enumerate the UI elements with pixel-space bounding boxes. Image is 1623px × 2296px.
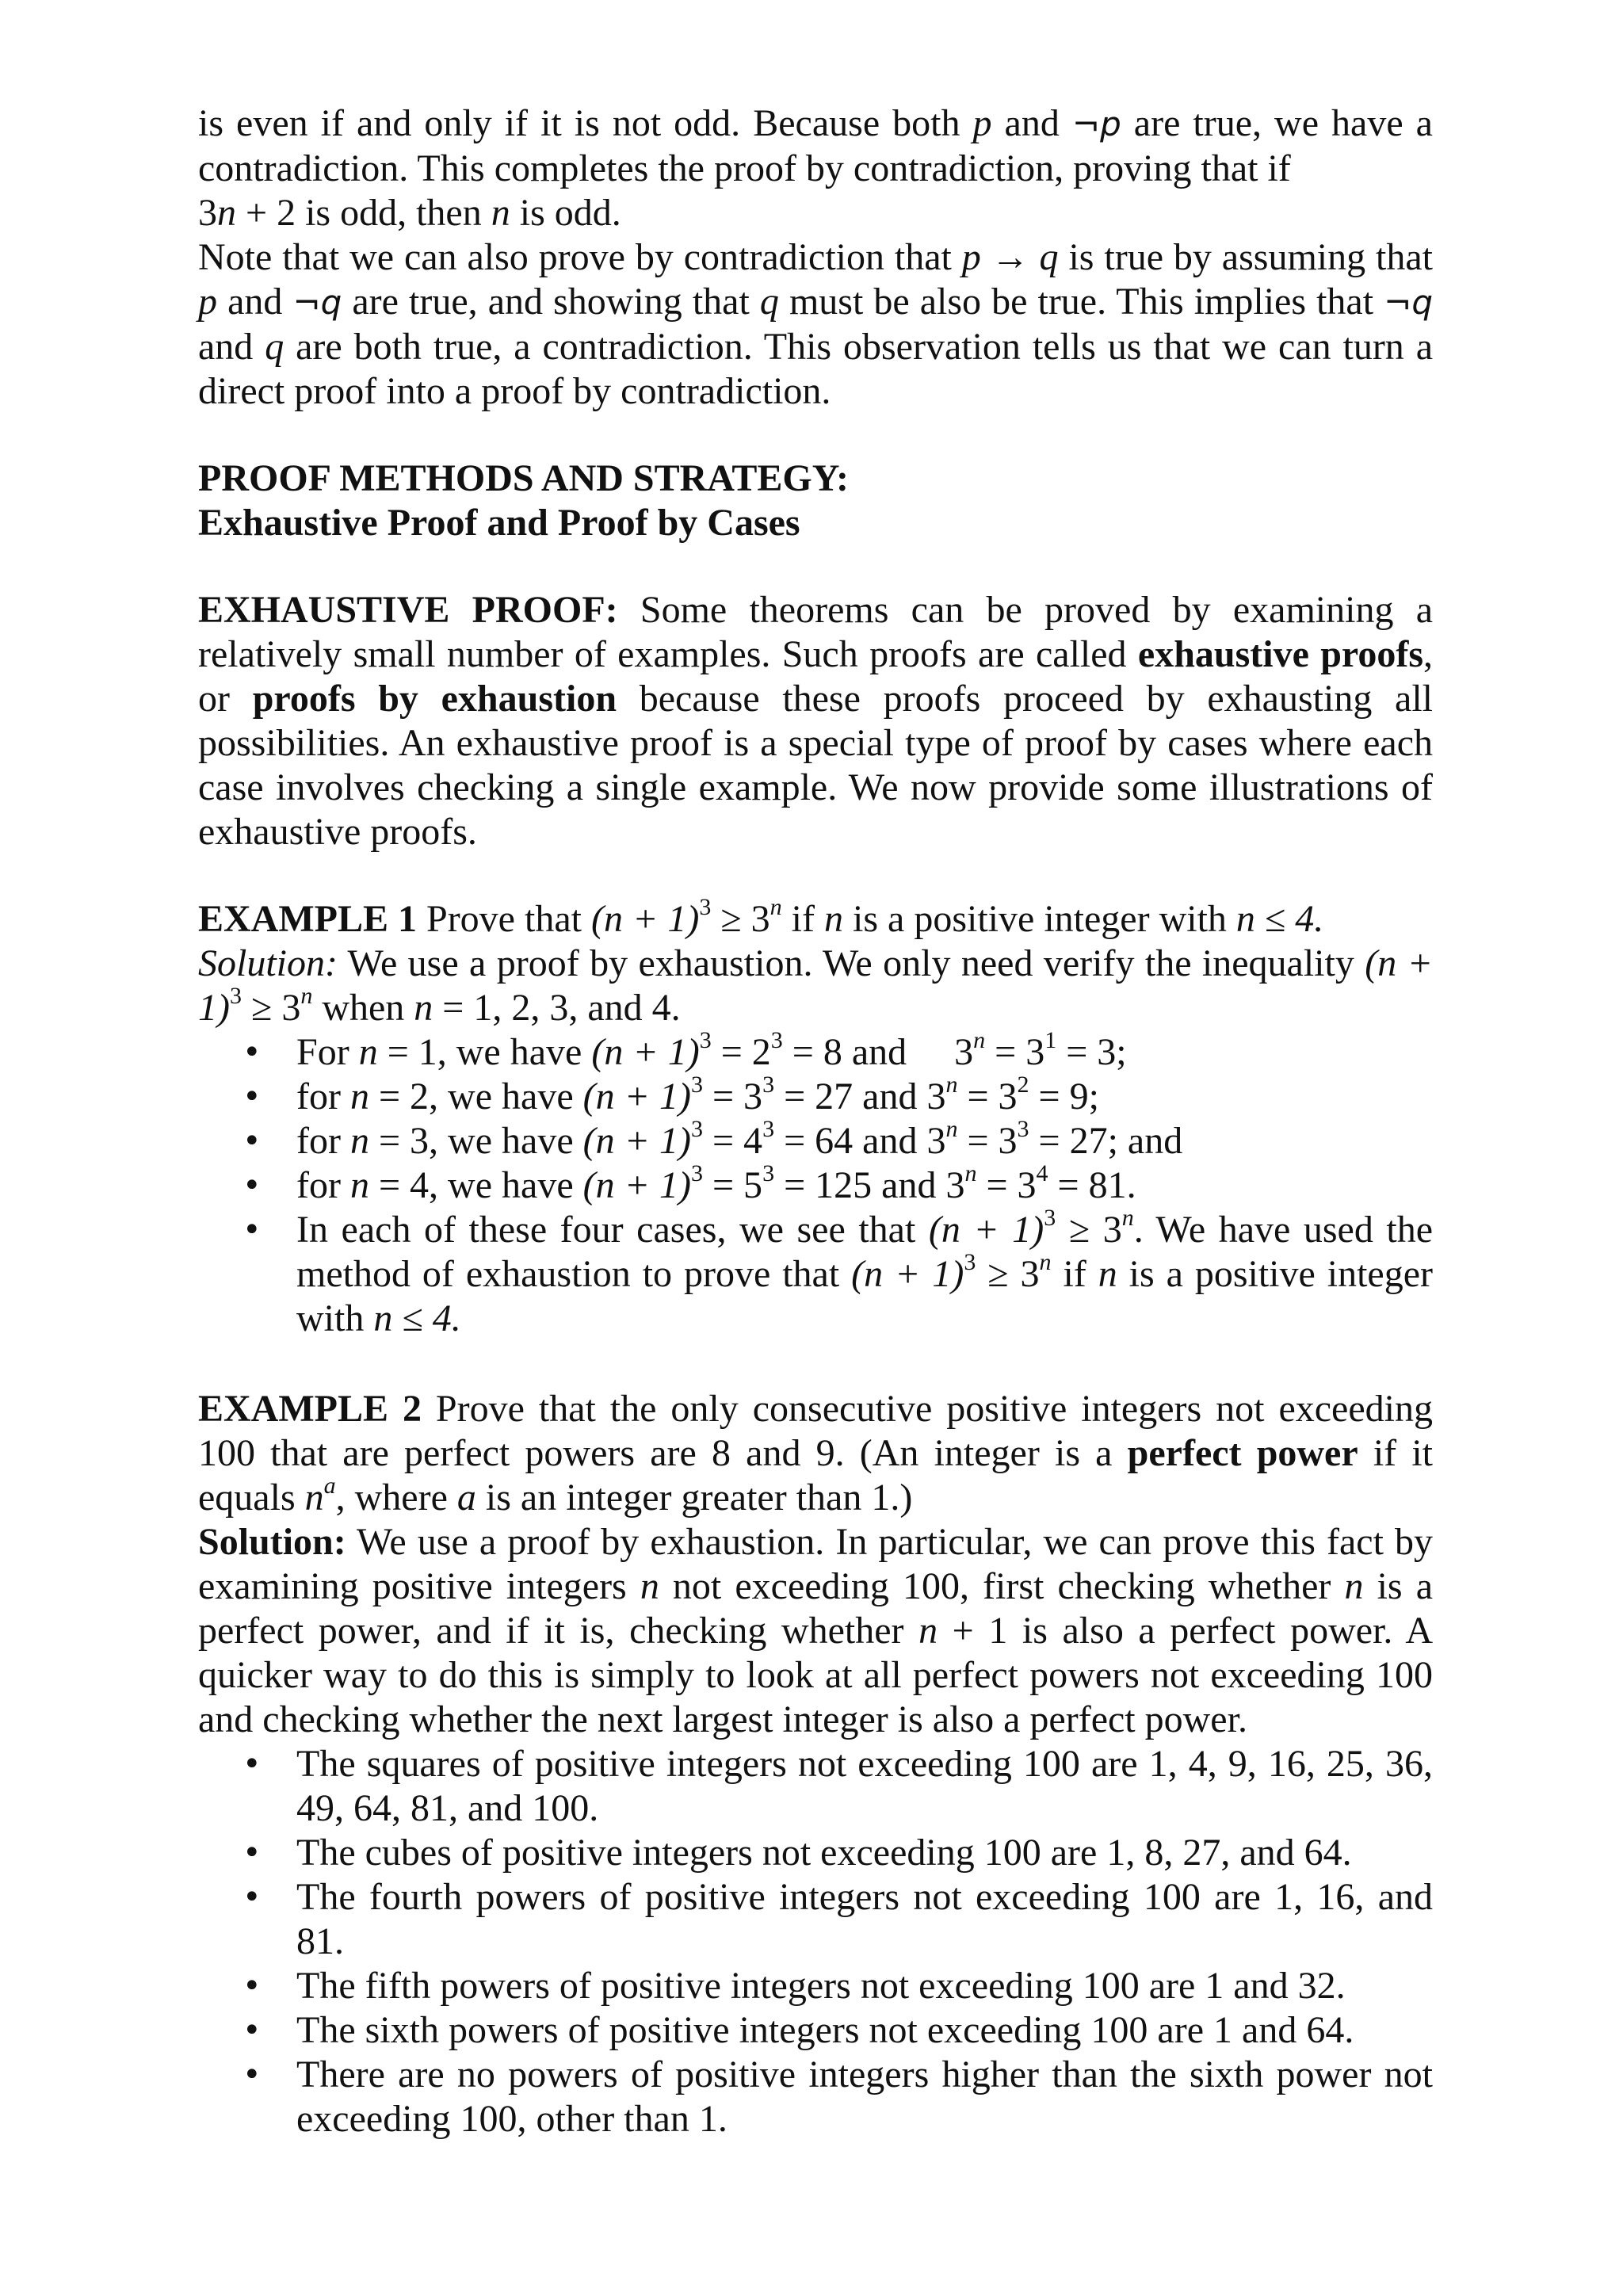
example-1-statement bbox=[198, 894, 1433, 942]
text: are both true, a contradiction. This observation tells us that we can turn a direct proof into a proof by contradiction. bbox=[198, 326, 1433, 412]
exponent: 3 bbox=[1017, 1116, 1029, 1142]
math-not-q: ¬q bbox=[1384, 283, 1433, 322]
math-p-implies-q: p → q bbox=[961, 236, 1059, 278]
solution-label: Solution: bbox=[198, 942, 338, 984]
math-p: p bbox=[972, 102, 992, 144]
text: for bbox=[296, 1120, 350, 1162]
math-n: n bbox=[349, 1120, 369, 1162]
text: not exceeding 100, first checking whether bbox=[659, 1565, 1345, 1607]
section-title: PROOF METHODS AND STRATEGY: bbox=[198, 457, 849, 499]
exponent: 3 bbox=[699, 894, 712, 920]
math-n: n bbox=[358, 1031, 378, 1073]
math-q: q bbox=[265, 326, 285, 368]
example-2-powers-list bbox=[198, 1742, 1433, 2141]
text: = 27; and bbox=[1029, 1120, 1183, 1162]
exponent: 1 bbox=[1044, 1027, 1057, 1053]
text: = 2 bbox=[711, 1031, 771, 1073]
text: = 27 and 3 bbox=[774, 1075, 946, 1117]
math-n: n bbox=[349, 1164, 369, 1206]
text: = 3 bbox=[985, 1031, 1045, 1073]
list-item bbox=[296, 1205, 1434, 1341]
math-n: n bbox=[414, 987, 433, 1029]
exponent-n: n bbox=[1121, 1205, 1134, 1231]
note-paragraph bbox=[198, 235, 1433, 414]
text: and bbox=[198, 326, 265, 368]
math-condition: n ≤ 4. bbox=[373, 1297, 461, 1339]
exponent: 3 bbox=[964, 1249, 976, 1275]
text: for bbox=[296, 1164, 350, 1206]
math-n: n bbox=[640, 1565, 659, 1607]
example-1-solution bbox=[198, 942, 1433, 1030]
text: = 64 and 3 bbox=[774, 1120, 946, 1162]
exponent: 4 bbox=[1036, 1160, 1048, 1186]
example-1-label: EXAMPLE 1 bbox=[198, 898, 417, 940]
text: In each of these four cases, we see that bbox=[296, 1209, 929, 1251]
math-n: n bbox=[1344, 1565, 1364, 1607]
text: is an integer greater than 1.) bbox=[475, 1477, 913, 1519]
text: = 3 bbox=[702, 1075, 763, 1117]
text: = 81. bbox=[1048, 1164, 1136, 1206]
text: = 3; bbox=[1056, 1031, 1127, 1073]
intro-paragraph bbox=[198, 101, 1433, 191]
list-item bbox=[296, 1027, 1433, 1075]
text: and bbox=[991, 102, 1072, 144]
math-expr: (n + 1) bbox=[582, 1164, 691, 1206]
math-n: n bbox=[1098, 1253, 1117, 1295]
list-item bbox=[296, 1160, 1433, 1208]
math-n: n bbox=[918, 1610, 938, 1652]
math-n: n bbox=[349, 1075, 369, 1117]
text: = 1, 2, 3, and 4. bbox=[433, 987, 681, 1029]
text: Prove that the only consecutive positive integers not exceeding 100 that are perfect powers are 8 and 9. (An integer is a bbox=[198, 1388, 1433, 1474]
exponent: 3 bbox=[229, 983, 242, 1009]
text: ≥ 3 bbox=[976, 1253, 1040, 1295]
text: = 8 and 3 bbox=[782, 1031, 974, 1073]
text: because these proofs proceed by exhausting all possibilities. An exhaustive proof is a special type of proof by cases where each case involves checking a single example. We now provide some illustrations of exhaustive proofs. bbox=[198, 678, 1433, 853]
exponent: 3 bbox=[1044, 1205, 1056, 1231]
math-expr: (n + 1) bbox=[851, 1253, 964, 1295]
text: = 1, we have bbox=[377, 1031, 592, 1073]
example-2-statement bbox=[198, 1387, 1433, 1520]
math-expr: (n + 1) bbox=[591, 1031, 700, 1073]
text: ≥ 3 bbox=[1056, 1209, 1122, 1251]
math-expr: (n + 1) bbox=[198, 942, 1433, 1029]
text: = 4, we have bbox=[369, 1164, 583, 1206]
text: is a perfect power, and if it is, checking whether bbox=[198, 1565, 1433, 1652]
exponent-n: n bbox=[300, 983, 313, 1009]
exponent: 3 bbox=[762, 1072, 775, 1098]
text: For bbox=[296, 1031, 359, 1073]
text: = 3 bbox=[957, 1075, 1018, 1117]
exponent: 3 bbox=[770, 1027, 783, 1053]
text: if bbox=[1051, 1253, 1098, 1295]
text: We use a proof by exhaustion. In particular, we can prove this fact by examining positive integers bbox=[198, 1521, 1433, 1607]
text: if bbox=[781, 898, 824, 940]
exponent: 2 bbox=[1017, 1072, 1029, 1098]
example-2-solution bbox=[198, 1520, 1433, 1742]
text: are true, we have a contradiction. This completes the proof by contradiction, proving that if bbox=[198, 102, 1433, 189]
example-2-label: EXAMPLE 2 bbox=[198, 1388, 422, 1430]
text: for bbox=[296, 1075, 350, 1117]
term-perfect-power: perfect power bbox=[1127, 1432, 1358, 1474]
list-item: • The sixth powers of positive integers not exceeding 100 are 1 and 64. bbox=[296, 2008, 1433, 2053]
math-expr: (n + 1) bbox=[928, 1209, 1044, 1251]
text: = 3 bbox=[976, 1164, 1037, 1206]
text: is true by assuming that bbox=[1058, 236, 1434, 278]
math-a: a bbox=[456, 1477, 476, 1519]
example-1-cases bbox=[198, 1027, 1434, 1341]
math-q: q bbox=[759, 281, 779, 323]
list-item: • The squares of positive integers not exceeding 100 are 1, 4, 9, 16, 25, 36, 49, 64, 81, and 100. bbox=[296, 1742, 1433, 1831]
exponent-n: n bbox=[964, 1160, 977, 1186]
list-item: • There are no powers of positive integers higher than the sixth power not exceeding 100, other than 1. bbox=[296, 2053, 1433, 2141]
math-condition: n ≤ 4. bbox=[1235, 898, 1324, 940]
list-item: • The fifth powers of positive integers not exceeding 100 are 1 and 32. bbox=[296, 1964, 1433, 2008]
exponent: 3 bbox=[690, 1116, 703, 1142]
exhaustive-proof-label: EXHAUSTIVE PROOF: bbox=[198, 589, 618, 631]
text: We use a proof by exhaustion. We only need verify the inequality bbox=[338, 942, 1365, 984]
text: if it equals bbox=[198, 1432, 1433, 1519]
term-exhaustive-proofs: exhaustive proofs bbox=[1137, 633, 1424, 675]
text: = 9; bbox=[1029, 1075, 1099, 1117]
intro-line-2: 3n + 2 is odd, then n is odd. bbox=[198, 192, 621, 234]
exponent: 3 bbox=[690, 1072, 703, 1098]
text: is a positive integer with bbox=[843, 898, 1236, 940]
text: + 1 is also a perfect power. A quicker way to do this is simply to look at all perfect powers not exceeding 100 and checking whether the next largest integer is also a perfect power. bbox=[198, 1610, 1433, 1740]
math-not-q: ¬q bbox=[292, 283, 342, 322]
math-expr: (n + 1) bbox=[582, 1120, 691, 1162]
math-expr: (n + 1) bbox=[590, 898, 700, 940]
text: is even if and only if it is not odd. Because both bbox=[198, 102, 973, 144]
exponent-n: n bbox=[1039, 1249, 1052, 1275]
text: = 2, we have bbox=[369, 1075, 583, 1117]
exponent-n: n bbox=[945, 1116, 958, 1142]
exponent-n: n bbox=[973, 1027, 986, 1053]
list-item bbox=[296, 1072, 1433, 1119]
math-not-p: ¬p bbox=[1071, 105, 1121, 143]
section-subtitle: Exhaustive Proof and Proof by Cases bbox=[198, 502, 800, 544]
math-n: n bbox=[824, 898, 843, 940]
math-n: n bbox=[304, 1477, 324, 1519]
text: is a positive integer with bbox=[296, 1253, 1434, 1339]
text: = 3 bbox=[957, 1120, 1018, 1162]
solution-label: Solution: bbox=[198, 1521, 346, 1563]
text: = 5 bbox=[702, 1164, 763, 1206]
exponent: 3 bbox=[690, 1160, 703, 1186]
exponent-n: n bbox=[769, 894, 782, 920]
exponent-n: n bbox=[945, 1072, 958, 1098]
list-item: • The fourth powers of positive integers not exceeding 100 are 1, 16, and 81. bbox=[296, 1875, 1433, 1964]
text: , or bbox=[198, 633, 1434, 720]
text: ≥ 3 bbox=[711, 898, 770, 940]
exponent: 3 bbox=[762, 1160, 775, 1186]
text: Some theorems can be proved by examining a relatively small number of examples. Such proofs are called bbox=[198, 589, 1434, 675]
math-n: n bbox=[491, 192, 510, 234]
exhaustive-proof-paragraph bbox=[198, 588, 1433, 854]
text: Note that we can also prove by contradiction that bbox=[198, 236, 962, 278]
text: = 125 and 3 bbox=[774, 1164, 965, 1206]
exponent: 3 bbox=[699, 1027, 712, 1053]
text: = 3, we have bbox=[369, 1120, 583, 1162]
text: . We have used the method of exhaustion to prove that bbox=[296, 1209, 1434, 1295]
text: are true, and showing that bbox=[342, 281, 760, 323]
math-p: p bbox=[198, 281, 217, 323]
list-item: • The cubes of positive integers not exceeding 100 are 1, 8, 27, and 64. bbox=[296, 1831, 1433, 1875]
math-expr: (n + 1) bbox=[582, 1075, 691, 1117]
text: ≥ 3 bbox=[241, 987, 301, 1029]
text: Prove that bbox=[417, 898, 591, 940]
text: must be also be true. This implies that bbox=[778, 281, 1384, 323]
term-proofs-by-exhaustion: proofs by exhaustion bbox=[252, 678, 617, 720]
text: , where bbox=[335, 1477, 457, 1519]
math-n: n bbox=[217, 192, 236, 234]
text: and bbox=[217, 281, 293, 323]
list-item bbox=[296, 1116, 1433, 1163]
exponent: 3 bbox=[762, 1116, 775, 1142]
text: = 4 bbox=[702, 1120, 763, 1162]
text: when bbox=[312, 987, 414, 1029]
exponent-a: a bbox=[323, 1473, 336, 1499]
